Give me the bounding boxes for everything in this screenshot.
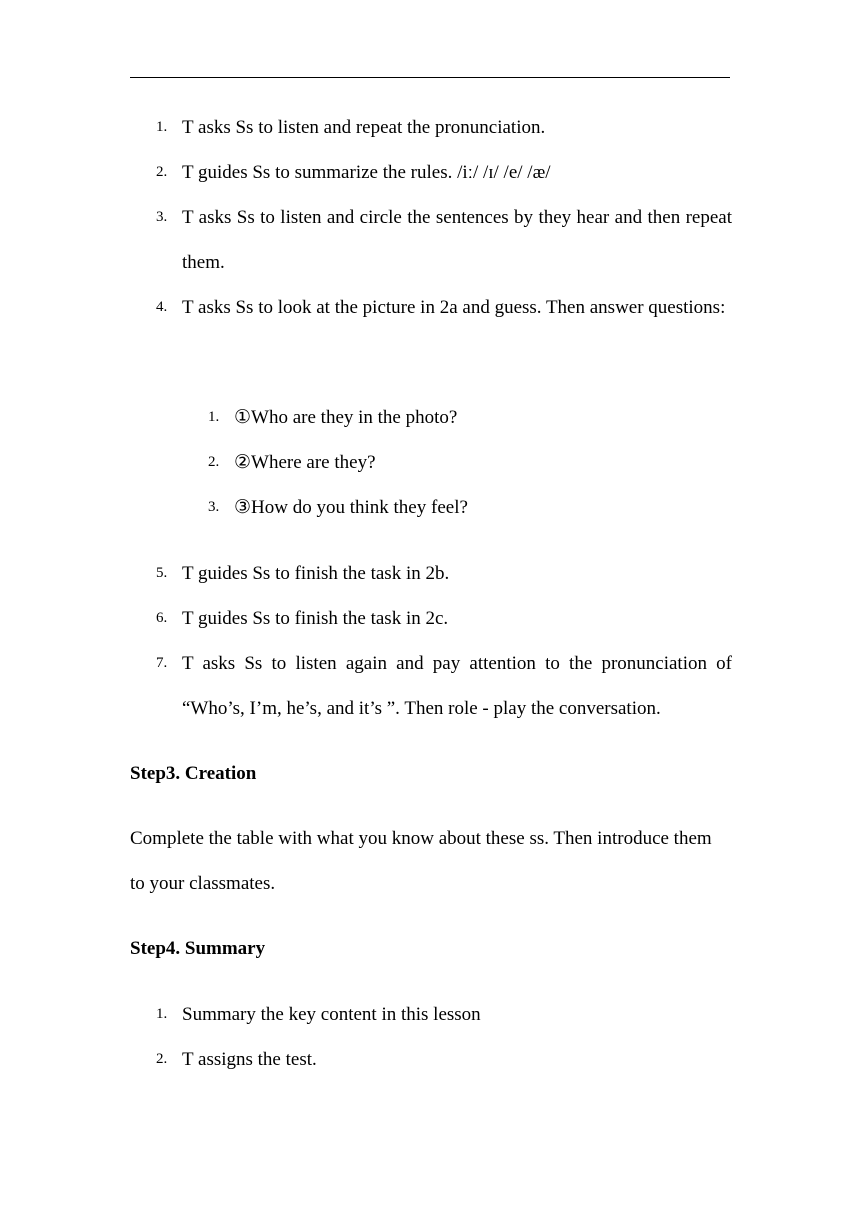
header-rule: [130, 77, 730, 78]
list-item-number: 7.: [156, 655, 168, 671]
section-body-step3: Complete the table with what you know about these ss. Then introduce them to your classmates.: [130, 828, 712, 894]
list-item-number: 4.: [156, 299, 168, 315]
list-item-procedure-4: T asks Ss to look at the picture in 2a and guess. Then answer questions:: [182, 297, 726, 318]
list-item-number: 1.: [156, 119, 168, 135]
sublist-item-number: 3.: [208, 499, 220, 515]
list-item-procedure-7: T asks Ss to listen again and pay attention to the pronunciation of “Who’s, I’m, he’s, and it’s ”. Then role - play the conversation.: [182, 653, 732, 719]
list-item-number: 2.: [156, 164, 168, 180]
list-item-number: 3.: [156, 209, 168, 225]
list-item-number: 5.: [156, 565, 168, 581]
sublist-item-question-2: ②Where are they?: [234, 452, 376, 473]
list-item-summary-1: Summary the key content in this lesson: [182, 1004, 481, 1025]
sublist-item-number: 2.: [208, 454, 220, 470]
list-item-procedure-1: T asks Ss to listen and repeat the pronunciation.: [182, 117, 546, 138]
sublist-item-question-3: ③How do you think they feel?: [234, 497, 468, 518]
list-item-procedure-2: T guides Ss to summarize the rules. /iː/ /ɪ/ /e/ /æ/: [182, 162, 551, 183]
list-item-number: 2.: [156, 1051, 168, 1067]
list-item-procedure-5: T guides Ss to finish the task in 2b.: [182, 563, 450, 584]
list-item-number: 1.: [156, 1006, 168, 1022]
list-item-number: 6.: [156, 610, 168, 626]
section-heading-step3: Step3. Creation: [130, 763, 257, 784]
list-item-procedure-3: T asks Ss to listen and circle the sentences by they hear and then repeat them.: [182, 207, 732, 273]
sublist-item-question-1: ①Who are they in the photo?: [234, 407, 458, 428]
sublist-item-number: 1.: [208, 409, 220, 425]
list-item-summary-2: T assigns the test.: [182, 1049, 317, 1070]
section-heading-step4: Step4. Summary: [130, 938, 266, 959]
list-item-procedure-6: T guides Ss to finish the task in 2c.: [182, 608, 449, 629]
